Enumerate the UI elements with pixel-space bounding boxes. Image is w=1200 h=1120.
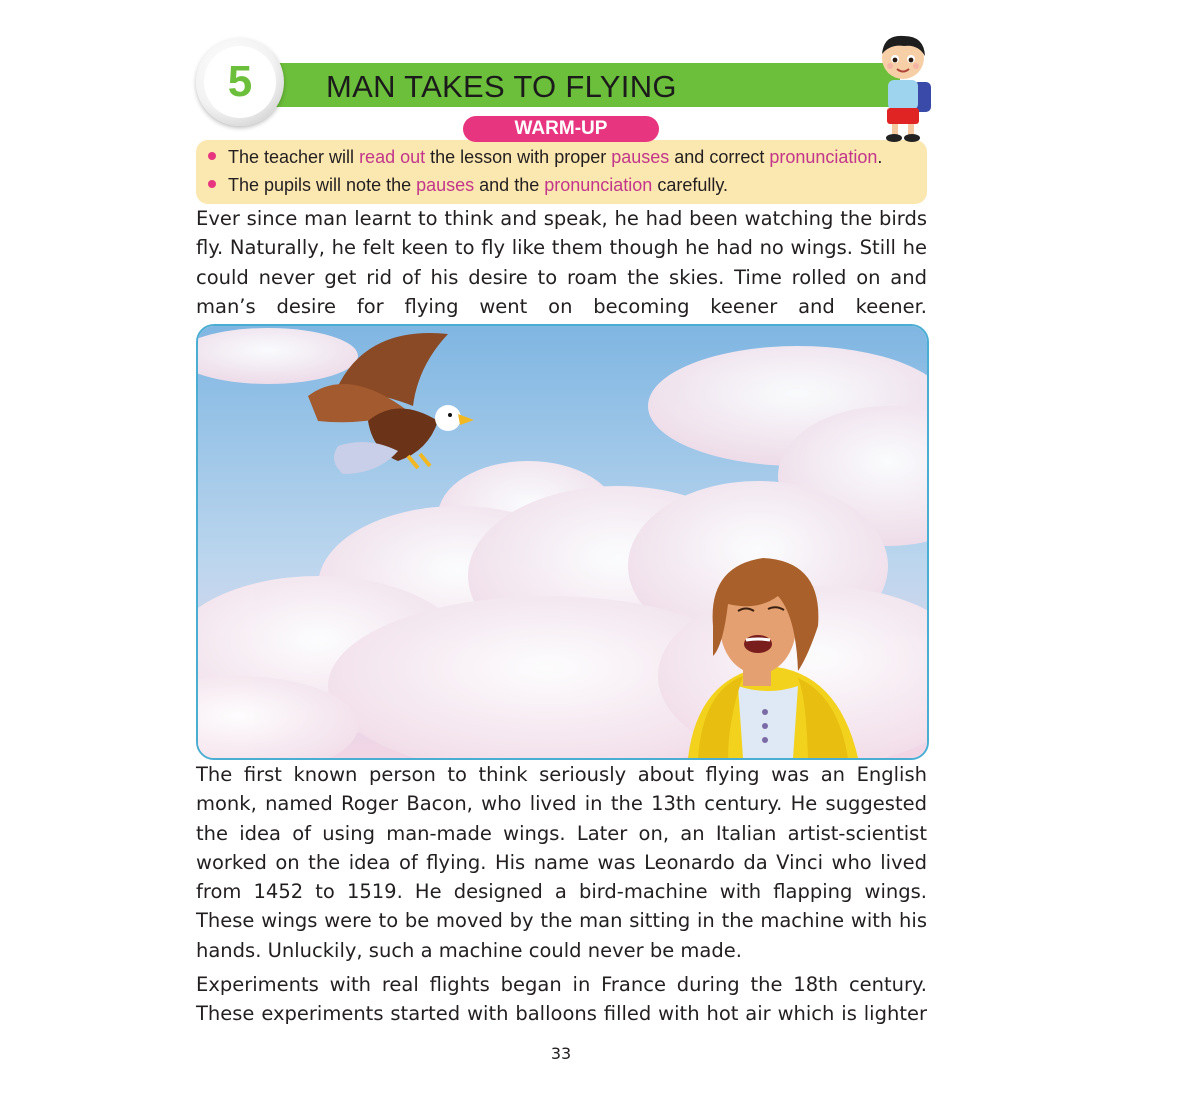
story-illustration [196,324,929,760]
warmup-bullet-text [228,175,728,195]
warmup-box [196,140,927,204]
bullet-text-segment: the lesson with proper [425,147,612,167]
highlighted-word: read out [359,147,426,167]
highlighted-word: pauses [611,147,670,167]
sky-eagle-boy-illustration [198,326,927,758]
highlighted-word: pronunciation [544,175,653,195]
warmup-bullet-text [228,147,882,167]
paragraph-history: The first known person to think seriously about flying was an English monk, named Roger Bacon, who lived in the 13th century. He suggested the idea of using man-made wings. Later on, an Italian artist-scientist worked on the idea of flying. His name was Leonardo da Vinci who lived from 1452 to 1519. He designed a bird-machine with flapping wings. These wings were to be moved by the man sitting in the machine with his hands. Unluckily, such a machine could never be made. [196,763,927,962]
warmup-bullet-2 [208,175,728,196]
paragraph-experiments: Experiments with real flights began in France during the 18th century. These experiments started with balloons filled with hot air which is lighter [196,973,927,1026]
chapter-number-badge [196,38,284,126]
bullet-text-segment: The teacher will [228,147,360,167]
chapter-title: MAN TAKES TO FLYING [326,69,677,104]
highlighted-word: pronunciation [769,147,878,167]
schoolboy-illustration [868,32,938,144]
bullet-text-segment: and correct [669,147,770,167]
bullet-text-segment: The pupils will note the [228,175,417,195]
warmup-bullet-1 [208,147,882,168]
warmup-label: WARM-UP [463,116,659,142]
paragraph-intro: Ever since man learnt to think and speak, he had been watching the birds fly. Naturally, he felt keen to fly like them though he had no wings. Still he could never get rid of his desire to roam the skies. Time rolled on and man’s desire for flying went on becoming keener and keener. [196,207,927,318]
chapter-number: 5 [204,46,276,118]
highlighted-word: pauses [416,175,475,195]
bullet-text-segment: carefully. [652,175,729,195]
bullet-dot-icon [208,152,216,160]
bullet-dot-icon [208,180,216,188]
bullet-text-segment: . [877,147,883,167]
bullet-text-segment: and the [474,175,545,195]
page-number: 33 [550,1044,572,1063]
